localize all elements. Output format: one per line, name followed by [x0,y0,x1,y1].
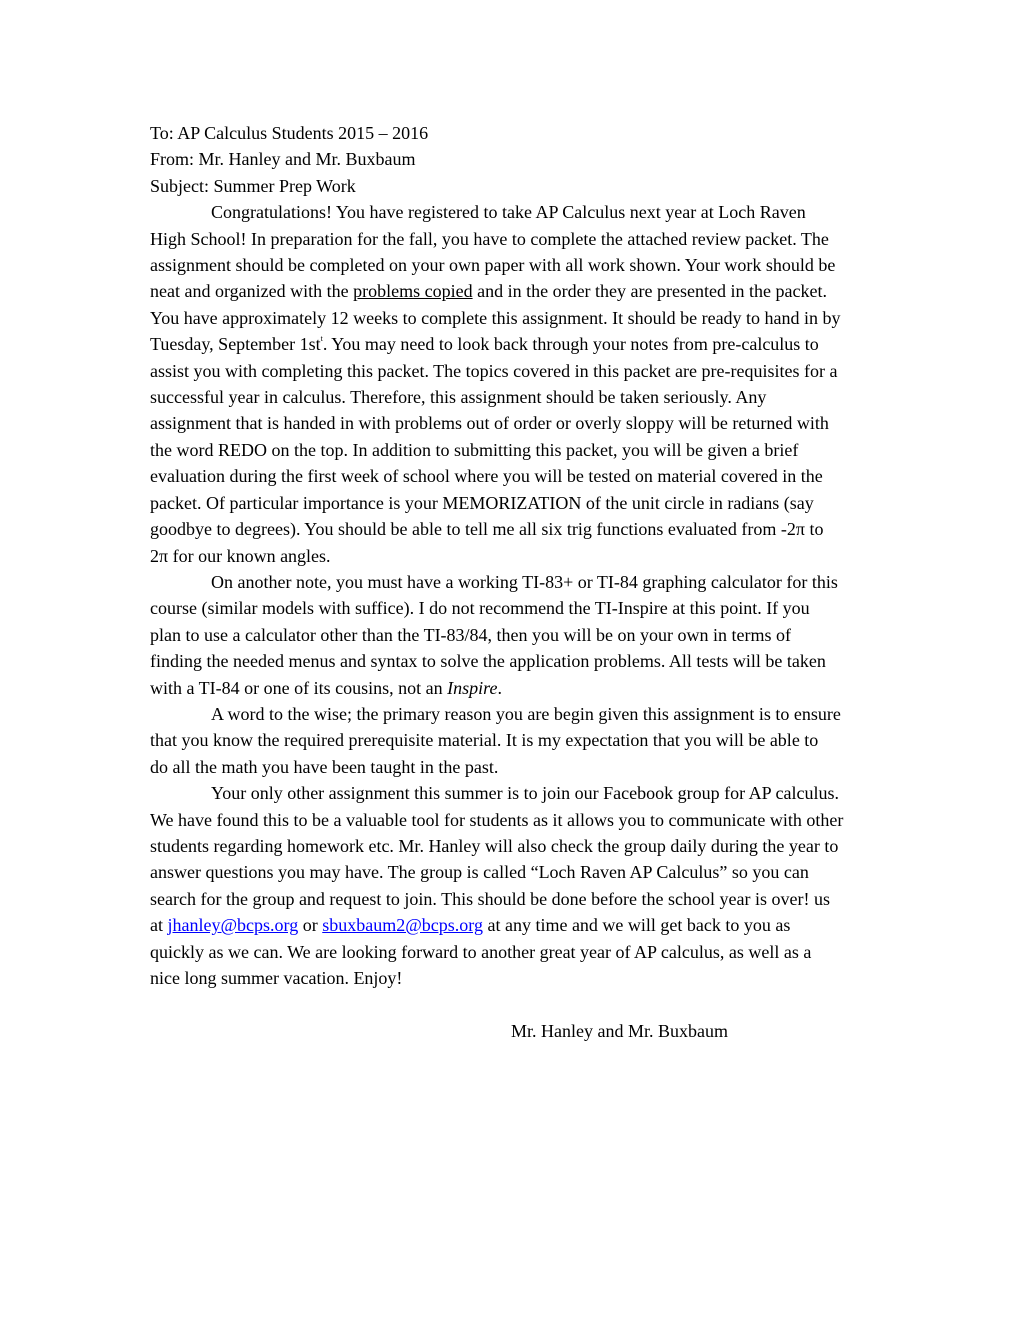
superscript-mark: t [320,334,323,344]
text-line: On another note, you must have a working TI-83+ or TI-84 graphing calculator for this [211,571,838,592]
text-line: goodbye to degrees). You should be able to tell me all six trig functions evaluated from -2π to [150,519,824,540]
text-line: the word REDO on the top. In addition to submitting this packet, you will be given a brief [150,439,799,460]
text-fragment: at [150,915,168,936]
memo-subject: Subject: Summer Prep Work [150,175,356,196]
text-line: finding the needed menus and syntax to solve the application problems. All tests will be taken [150,651,826,672]
text-line [150,675,940,701]
text-fragment: and in the order they are presented in the packet. [472,281,827,302]
memo-to: To: AP Calculus Students 2015 – 2016 [150,123,429,143]
text-line: that you know the required prerequisite material. It is my expectation that you will be able to [150,730,819,751]
text-line: nice long summer vacation. Enjoy! [150,968,403,988]
text-line: assist you with completing this packet. The topics covered in this packet are pre-requisites for a [150,360,838,381]
memo-document [150,120,940,1044]
italic-inspire: Inspire [447,677,498,698]
underlined-problems-copied: problems copied [353,281,473,302]
text-line: do all the math you have been taught in the past. [150,756,499,777]
text-line: quickly as we can. We are looking forward to another great year of AP calculus, as well as a [150,941,812,962]
signature: Mr. Hanley and Mr. Buxbaum [511,1020,728,1041]
text-line: Congratulations! You have registered to take AP Calculus next year at Loch Raven [211,202,806,223]
text-line: answer questions you may have. The group is called “Loch Raven AP Calculus” so you can [150,862,809,883]
text-line: packet. Of particular importance is your MEMORIZATION of the unit circle in radians (say [150,492,814,513]
text-fragment: neat and organized with the [150,281,354,302]
text-line [150,331,940,357]
text-fragment: at any time and we will get back to you as [482,915,791,936]
text-fragment: . [497,677,502,698]
text-line: plan to use a calculator other than the TI-83/84, then you will be on your own in terms of [150,624,792,645]
blank-line [150,991,940,1017]
paragraph-word-to-the-wise [150,701,940,780]
text-line: evaluation during the first week of school where you will be tested on material covered in the [150,466,823,487]
text-fragment: . You may need to look back through your notes from pre-calculus to [322,334,819,355]
text-fragment: or [298,915,323,936]
paragraph-congratulations [150,199,940,569]
text-line [150,912,940,938]
text-line: assignment should be completed on your own paper with all work shown. Your work should be [150,255,836,276]
text-fragment: Tuesday, September 1st [150,334,321,355]
text-line: Your only other assignment this summer is to join our Facebook group for AP calculus. [211,783,839,804]
text-line: 2π for our known angles. [150,545,331,566]
text-line: You have approximately 12 weeks to complete this assignment. It should be ready to hand in by [150,307,841,328]
email-link-sbuxbaum2[interactable]: sbuxbaum2@bcps.org [322,915,483,936]
text-line: students regarding homework etc. Mr. Hanley will also check the group daily during the year to [150,835,839,856]
paragraph-facebook-group [150,780,940,991]
text-line: successful year in calculus. Therefore, this assignment should be taken seriously. Any [150,387,767,408]
text-fragment: with a TI-84 or one of its cousins, not an [150,677,448,698]
text-line: course (similar models with suffice). I do not recommend the TI-Inspire at this point. If you [150,598,810,619]
text-line: assignment that is handed in with problems out of order or overly sloppy will be returned with [150,413,829,434]
email-link-jhanley[interactable]: jhanley@bcps.org [167,915,299,936]
paragraph-calculator [150,569,940,701]
text-line: We have found this to be a valuable tool for students as it allows you to communicate with other [150,809,844,830]
text-line [150,278,940,304]
text-line: High School! In preparation for the fall, you have to complete the attached review packet. The [150,228,829,249]
memo-from: From: Mr. Hanley and Mr. Buxbaum [150,149,416,170]
text-line: A word to the wise; the primary reason you are begin given this assignment is to ensure [211,703,841,724]
text-line: search for the group and request to join. This should be done before the school year is over! us [150,888,830,909]
